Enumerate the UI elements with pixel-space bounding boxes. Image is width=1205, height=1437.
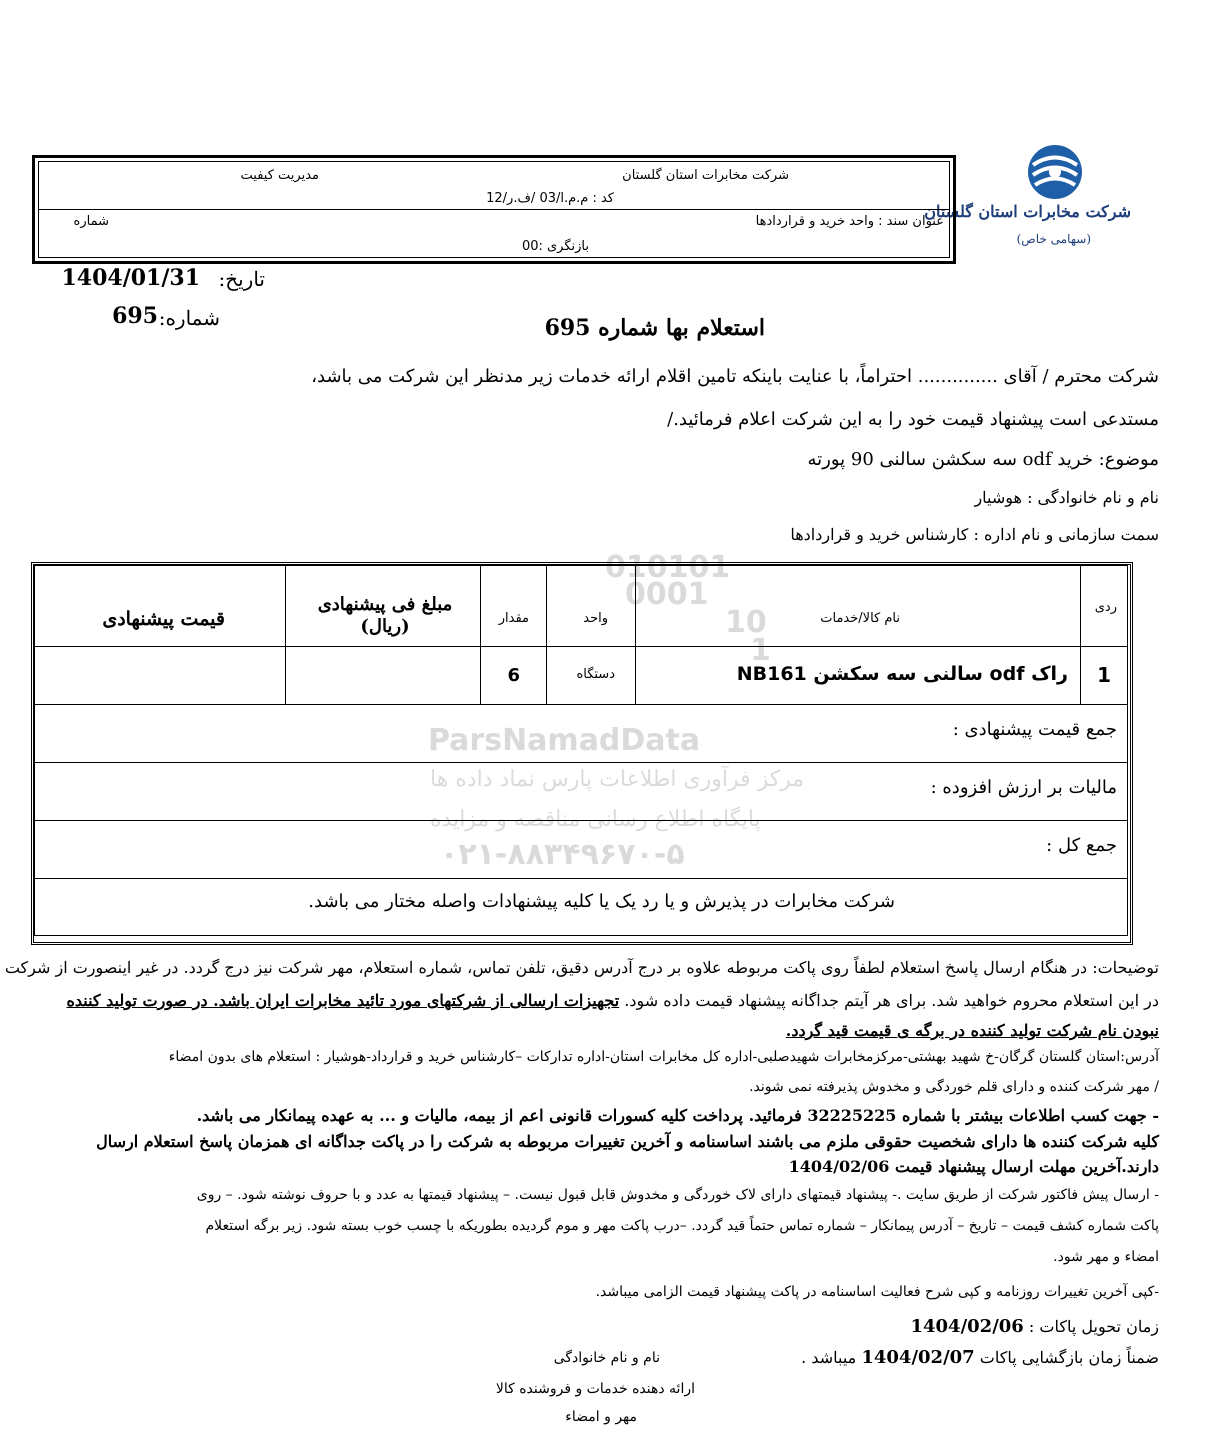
header-code: کد : م.م.ا/03 /ف.ر/12 [486,191,614,206]
table-row-qty [480,646,547,705]
watermark-digits1: 010101 [605,550,731,585]
note-r4: -کپی آخرین تغییرات روزنامه و کپی شرح فعالیت اساسنامه در پاکت پیشنهاد قیمت الزامی میباشد. [595,1284,1159,1300]
intro-line1: شرکت محترم / آقای .............. احتراماً، با عنایت باینکه تامین اقلام ارائه خدمات زیر مدنظر این شرکت می باشد، [311,366,1159,387]
header-revision: بازنگری :00 [521,239,589,254]
watermark-digits4: 1 [750,633,771,668]
watermark-brand: ParsNamadData [428,723,701,758]
note-p1c: نبودن نام شرکت تولید کننده در برگه ی قیمت قید گردد. [785,1021,1159,1040]
address-line1: آدرس:استان گلستان گرگان-خ شهید بهشتی-مرکزمخابرات شهیدصلبی-اداره کل مخابرات استان-اداره تدارکات –کارشناس خرید و قرارداد-هوشیار : استعلام های بدون امضاء [168,1049,1159,1065]
vat-label: مالیات بر ارزش افزوده : [930,777,1117,798]
header-cell-row [1080,565,1128,647]
header-cell-unit-price [285,565,481,647]
delivery-time [910,1316,1159,1337]
row-item: راک odf سالنی سه سکشن NB161 [736,663,1068,685]
note-p1b-text: در این استعلام محروم خواهید شد. برای هر آیتم جداگانه پیشنهاد قیمت داده شود. [624,991,1159,1010]
note-bold3: دارند.آخرین مهلت ارسال پیشنهاد قیمت 1404/02/06 [788,1157,1159,1176]
note-bold1: - جهت کسب اطلاعات بیشتر با شماره 32225225 فرمائید. پرداخت کلیه کسورات قانونی اعم از بیمه، مالیات و ... به عهده پیمانکار می باشد. [196,1106,1159,1125]
number-block [110,303,220,333]
header-company: شرکت مخابرات استان گلستان [622,168,789,183]
note-bold2: کلیه شرکت کننده ها دارای شخصیت حقوقی ملزم می باشند اساسنامه و آخرین تغییرات مربوطه به شرکت را در پاکت جداگانه ای همزمان پاسخ استعلام ارسال [96,1132,1159,1151]
table-row-total [34,646,286,705]
document-header [32,155,956,264]
watermark-phone: ۰۲۱-۸۸۳۴۹۶۷۰-۵ [440,837,685,872]
header-unit-price-label: مبلغ فی پیشنهادی (ریال) [317,594,453,637]
signature-stamp: مهر و امضاء [565,1409,637,1425]
vat-row [34,762,1128,821]
delivery-label: زمان تحویل پاکات : [1028,1317,1159,1336]
header-cell-total [34,565,286,647]
date-block [61,265,265,295]
header-unit-label: واحد [583,611,608,626]
header-total-label: قیمت پیشنهادی [102,608,225,630]
signature-provider: ارائه دهنده خدمات و فروشنده کالا [495,1381,695,1397]
grand-total-label: جمع کل : [1046,835,1117,856]
header-cell-qty [480,565,547,647]
number-label: شماره: [158,306,220,330]
address-line2: / مهر شرکت کننده و دارای قلم خوردگی و مخدوش پذیرفته نمی شوند. [749,1079,1159,1095]
logo-subname: (سهامی خاص) [1016,232,1091,246]
watermark-line2: پایگاه اطلاع رسانی مناقصه و مزایده [430,807,761,832]
table-note: شرکت مخابرات در پذیرش و یا رد یک یا کلیه پیشنهادات واصله مختار می باشد. [308,891,895,912]
note-r1: - ارسال پیش فاکتور شرکت از طریق سایت .- پیشنهاد قیمتهای دارای لاک خوردگی و مخدوش قابل قبول نیست. – پیشنهاد قیمتها به عدد و با حروف نوشته شود. – روی [196,1187,1159,1203]
intro-line2: مستدعی است پیشنهاد قیمت خود را به این شرکت اعلام فرمائید./ [667,409,1159,430]
number-value: 695 [112,303,158,329]
opening-post: میباشد . [801,1348,857,1367]
date-label: تاریخ: [218,267,265,291]
header-item-label: نام کالا/خدمات [820,611,900,626]
header-doc-title: عنوان سند : واحد خرید و قراردادها [755,214,944,229]
grand-total-row [34,820,1128,879]
table-row-item [635,646,1081,705]
table-row-unit-price [285,646,481,705]
table-row-unit [546,646,636,705]
header-row-label: ردی [1094,600,1117,615]
date-value: 1404/01/31 [61,265,200,291]
note-p1b-bold: تجهیزات ارسالی از شرکتهای مورد تائید مخابرات ایران باشد. در صورت تولید کننده [66,991,620,1010]
header-cell-unit [546,565,636,647]
contact-position: سمت سازمانی و نام اداره : کارشناس خرید و قراردادها [790,525,1159,544]
opening-pre: ضمناً زمان بازگشایی پاکات [979,1348,1159,1367]
row-number: 1 [1097,663,1111,687]
company-logo [924,140,1135,255]
header-qty-label: مقدار [498,611,529,626]
table-row-number [1080,646,1128,705]
signature-name: نام و نام خانوادگی [553,1350,660,1366]
opening-time [801,1347,1159,1368]
header-quality: مدیریت کیفیت [240,168,319,183]
watermark-line1: مرکز فرآوری اطلاعات پارس نماد داده ها [430,767,805,792]
logo-name: شرکت مخابرات استان گلستان [924,202,1131,221]
page-title: استعلام بها شماره 695 [544,315,765,341]
contact-name: نام و نام خانوادگی : هوشیار [974,488,1159,507]
sum-label: جمع قیمت پیشنهادی : [952,719,1117,740]
header-number-label: شماره [73,214,109,229]
opening-value: 1404/02/07 [861,1347,975,1368]
note-row [34,878,1128,936]
watermark-digits3: 10 [725,605,767,640]
note-r3: امضاء و مهر شود. [1053,1249,1159,1265]
price-table [31,562,1133,945]
note-r2: پاکت شماره کشف قیمت – تاریخ – آدرس پیمانکار – شماره تماس حتماً قید گردد. –درب پاکت مهر و موم گردیده بطوریکه با چسب خوب بسته شود. زیر برگه استعلام [205,1218,1159,1234]
sum-row [34,704,1128,763]
watermark-digits2: 0001 [625,577,709,612]
header-cell-item [635,565,1081,647]
row-qty: 6 [507,665,520,686]
delivery-value: 1404/02/06 [910,1316,1024,1337]
row-unit: دستگاه [576,667,615,682]
subject: موضوع: خرید odf سه سکشن سالنی 90 پورته [807,449,1159,470]
note-p1b [66,991,1159,1010]
note-p1a: توضیحات: در هنگام ارسال پاسخ استعلام لطفاً روی پاکت مربوطه علاوه بر درج آدرس دقیق، تلفن تماس، شماره استعلام، مهر شرکت نیز درج گردد. در غیر اینصورت از شرکت [4,958,1159,977]
